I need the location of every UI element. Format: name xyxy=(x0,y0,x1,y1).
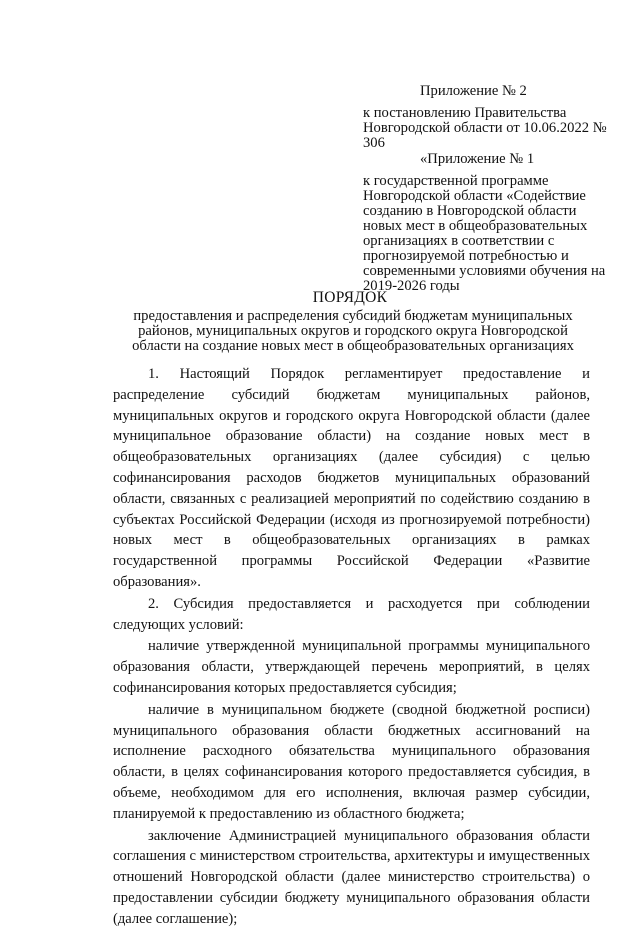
paragraph-4: наличие в муниципальном бюджете (сводной бюджетной росписи) муниципального образования области бюджетных ассигнований на исполнение расходного обязательства муниципального образования области, в целях софинансирования которого предоставляется субсидия, в объеме, необходимом для его исполнения, включая размер субсидии, планируемой к предоставлению из областного бюджета; xyxy=(113,701,590,822)
appendix-1-block xyxy=(363,152,608,294)
paragraph-3: наличие утвержденной муниципальной программы муниципального образования области, утверждающей перечень мероприятий, в целях софинансирования которых предоставляется субсидия; xyxy=(113,638,590,696)
paragraph-2: 2. Субсидия предоставляется и расходуется при соблюдении следующих условий: xyxy=(113,595,590,633)
appendix-1-title: «Приложение № 1 xyxy=(420,151,535,167)
paragraph-5: заключение Администрацией муниципального образования области соглашения с министерством строительства, архитектуры и имущественных отношений Новгородской области (далее министерство строительства) о предоставлении субсидии бюджету муниципального образования области (далее соглашение); xyxy=(113,827,590,927)
document-subtitle: предоставления и распределения субсидий бюджетам муниципальных районов, муниципальных округов и городского округа Новгородской области на создание новых мест в общеобразовательных организациях xyxy=(132,308,574,354)
appendix-2-body: к постановлению Правительства Новгородской области от 10.06.2022 № 306 xyxy=(363,105,607,151)
document-body xyxy=(113,364,590,931)
paragraph-1: 1. Настоящий Порядок регламентирует предоставление и распределение субсидий бюджетам муниципальных районов, муниципальных округов и городского округа Новгородской области (далее муниципальное образование области) на создание новых мест в общеобразовательных организациях (далее субсидия) с целью софинансирования расходов бюджетов муниципальных образований области, связанных с реализацией мероприятий по содействию созданию в субъектах Российской Федерации (исходя из прогнозируемой потребности) новых мест в общеобразовательных организациях в рамках государственной программы Российской Федерации «Развитие образования». xyxy=(113,366,590,590)
appendix-1-body: к государственной программе Новгородской области «Содействие созданию в Новгородской области новых мест в общеобразовательных организациях в соответствии с прогнозируемой потребностью и современными условиями обучения на 2019-2026 годы xyxy=(363,173,606,294)
appendix-2-title: Приложение № 2 xyxy=(420,83,527,99)
document-title: ПОРЯДОК xyxy=(312,289,388,306)
appendix-2-block xyxy=(363,84,608,151)
